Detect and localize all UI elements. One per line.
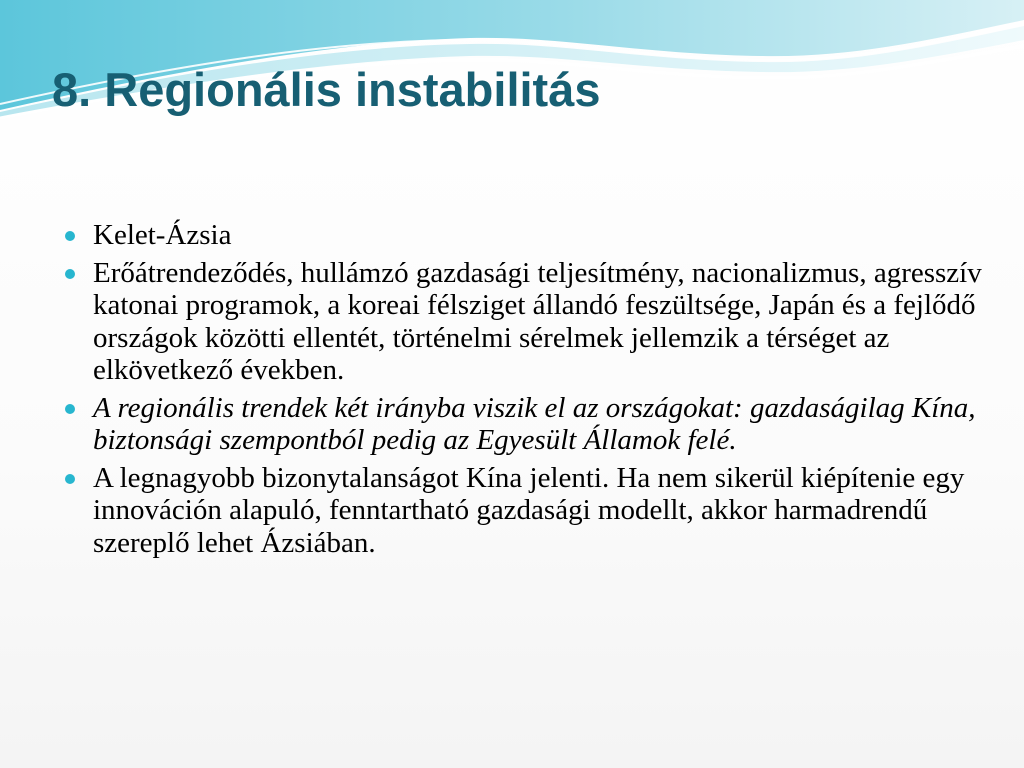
bullet-item <box>64 392 984 457</box>
bullet-text: Erőátrendeződés, hullámzó gazdasági teljesítmény, nacionalizmus, agresszív katonai programok, a koreai félsziget állandó feszültsége, Japán és a fejlődő országok közötti ellentét, történelmi sérelmek jellemzik a térséget az elkövetkező években. <box>93 256 982 386</box>
bullet-dot-icon <box>65 231 75 241</box>
bullet-text: Kelet-Ázsia <box>93 219 232 251</box>
bullet-text: A regionális trendek két irányba viszik el az országokat: gazdaságilag Kína, biztonsági szempontból pedig az Egyesült Államok felé. <box>93 391 976 456</box>
bullet-dot-icon <box>65 474 75 484</box>
bullet-list <box>64 219 984 564</box>
bullet-text: A legnagyobb bizonytalanságot Kína jelenti. Ha nem sikerül kiépítenie egy innováción alapuló, fenntartható gazdasági modellt, akkor harmadrendű szereplő lehet Ázsiában. <box>93 461 965 559</box>
bullet-dot-icon <box>65 404 75 414</box>
bullet-item <box>64 462 984 560</box>
bullet-item <box>64 219 984 252</box>
slide-title: 8. Regionális instabilitás <box>52 63 601 116</box>
bullet-item <box>64 257 984 387</box>
bullet-dot-icon <box>65 269 75 279</box>
